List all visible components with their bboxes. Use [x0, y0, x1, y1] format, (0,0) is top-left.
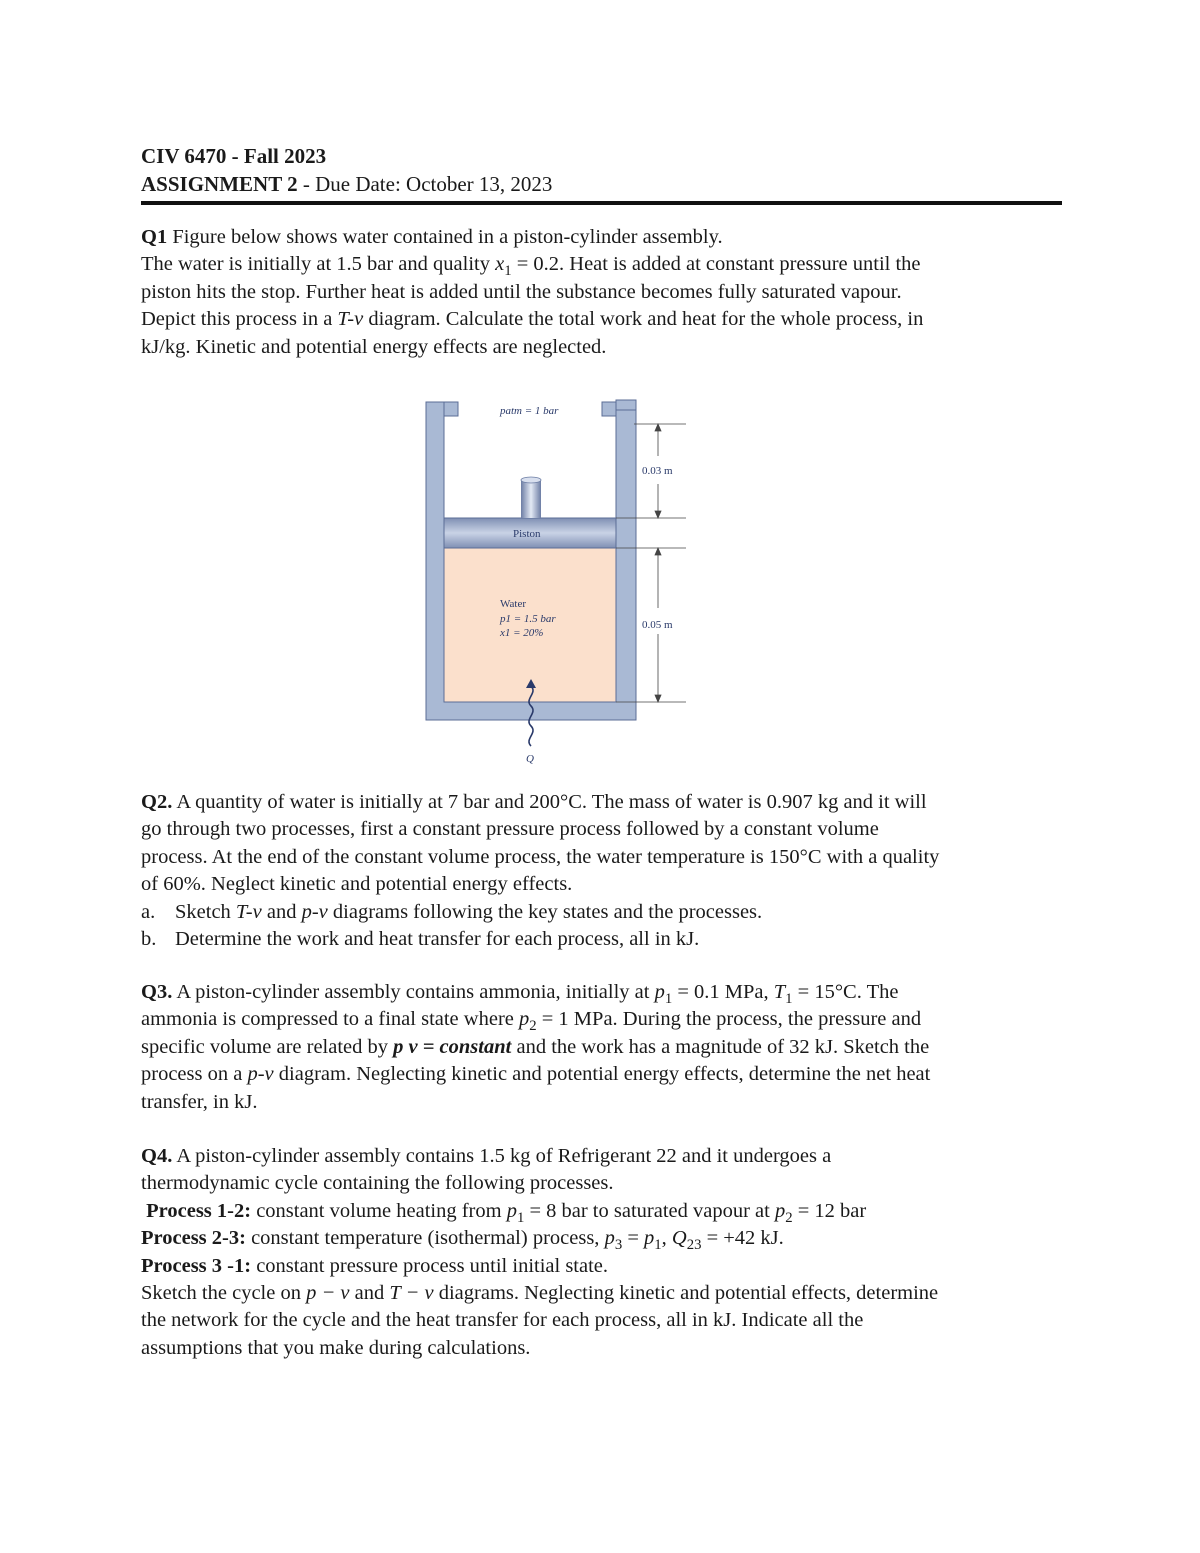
assignment-title: ASSIGNMENT 2	[141, 172, 298, 196]
water-label: Water	[500, 598, 526, 610]
pv-relation: p v = constant	[393, 1035, 512, 1058]
p1-label: p1 = 1.5 bar	[500, 613, 556, 625]
right-stop	[602, 402, 616, 416]
piston-label: Piston	[513, 528, 541, 540]
process-3-1: Process 3 -1: constant pressure process until initial state.	[141, 1254, 609, 1277]
q1-label: Q1	[141, 226, 168, 248]
q2-item-b: b. Determine the work and heat transfer for each process, all in kJ.	[141, 928, 700, 951]
q2-item-a: a. Sketch T-v and p-v diagrams following the key states and the processes.	[141, 900, 763, 923]
process-2-3: Process 2-3: constant temperature (isothermal) process, $p_3 = p_1$, $Q_{23} = +42$ kJ.	[141, 1227, 784, 1254]
header	[141, 142, 552, 198]
piston-cylinder-figure	[420, 396, 692, 768]
question-4: Q4. A piston-cylinder assembly contains 1.5 kg of Refrigerant 22 and it undergoes a thermodynamic cycle containing the following processes. Process 1-2: constant volume heating from $p_1 = 8$ bar to saturated vapour at $p_2 = 12$ bar Process 2-3: constant temperature (isothermal) process, $p_3 = p_1$, $Q_{23} = +42$ kJ. Process 3 -1: constant pressure process until initial state. Sketch the cycle on p − v and T − v diagrams. Neglecting kinetic and potential effects, determine the network for the cycle and the heat transfer for each process, all in kJ. Indicate all the assumptions that you make during calculations.	[141, 1143, 1071, 1362]
bottom-dimension: 0.05 m	[642, 619, 673, 631]
q3-label: Q3.	[141, 981, 173, 1003]
left-stop	[444, 402, 458, 416]
assignment-line: ASSIGNMENT 2 - Due Date: October 13, 2023	[141, 172, 553, 196]
water-region	[444, 548, 616, 703]
question-3: Q3. A piston-cylinder assembly contains ammonia, initially at $p_1 = 0.1$ MPa, $T_1 = 15^\circ C$. The ammonia is compressed to a final state where $p_2 = 1$ MPa. During the process, the pressure and specific volume are related by p v = constant and the work has a magnitude of 32 kJ. Sketch the process on a p-v diagram. Neglecting kinetic and potential energy effects, determine the net heat transfer, in kJ.	[141, 981, 931, 1113]
header-rule	[141, 201, 1062, 205]
patm-label: patm = 1 bar	[500, 405, 559, 417]
figure-svg	[420, 396, 692, 768]
q4-label: Q4.	[141, 1145, 173, 1167]
piston-rod	[521, 480, 541, 518]
question-1: Q1 Figure below shows water contained in a piston-cylinder assembly. The water is initially at 1.5 bar and quality $x_1 = 0.2$. Heat is added at constant pressure until the piston hits the stop. Further heat is added until the substance becomes fully saturated vapour. Depict this process in a T-v diagram. Calculate the total work and heat for the whole process, in kJ/kg. Kinetic and potential energy effects are neglected.	[141, 226, 924, 358]
q2-label: Q2.	[141, 791, 173, 813]
top-dimension: 0.03 m	[642, 465, 673, 477]
process-1-2: Process 1-2: constant volume heating from $p_1 = 8$ bar to saturated vapour at $p_2 = 12$ bar	[146, 1199, 867, 1226]
heat-label: Q	[526, 753, 534, 765]
course-title: CIV 6470 - Fall 2023	[141, 144, 327, 168]
x1-label: x1 = 20%	[500, 627, 544, 639]
question-2: Q2. A quantity of water is initially at 7 bar and 200°C. The mass of water is 0.907 kg and it will go through two processes, first a constant pressure process followed by a constant volume process. At the end of the constant volume process, the water temperature is 150°C with a quality of 60%. Neglect kinetic and potential energy effects. a. Sketch T-v and p-v diagrams following the key states and the processes. b. Determine the work and heat transfer for each process, all in kJ.	[141, 789, 1071, 953]
due-date: Due Date: October 13, 2023	[315, 172, 553, 196]
